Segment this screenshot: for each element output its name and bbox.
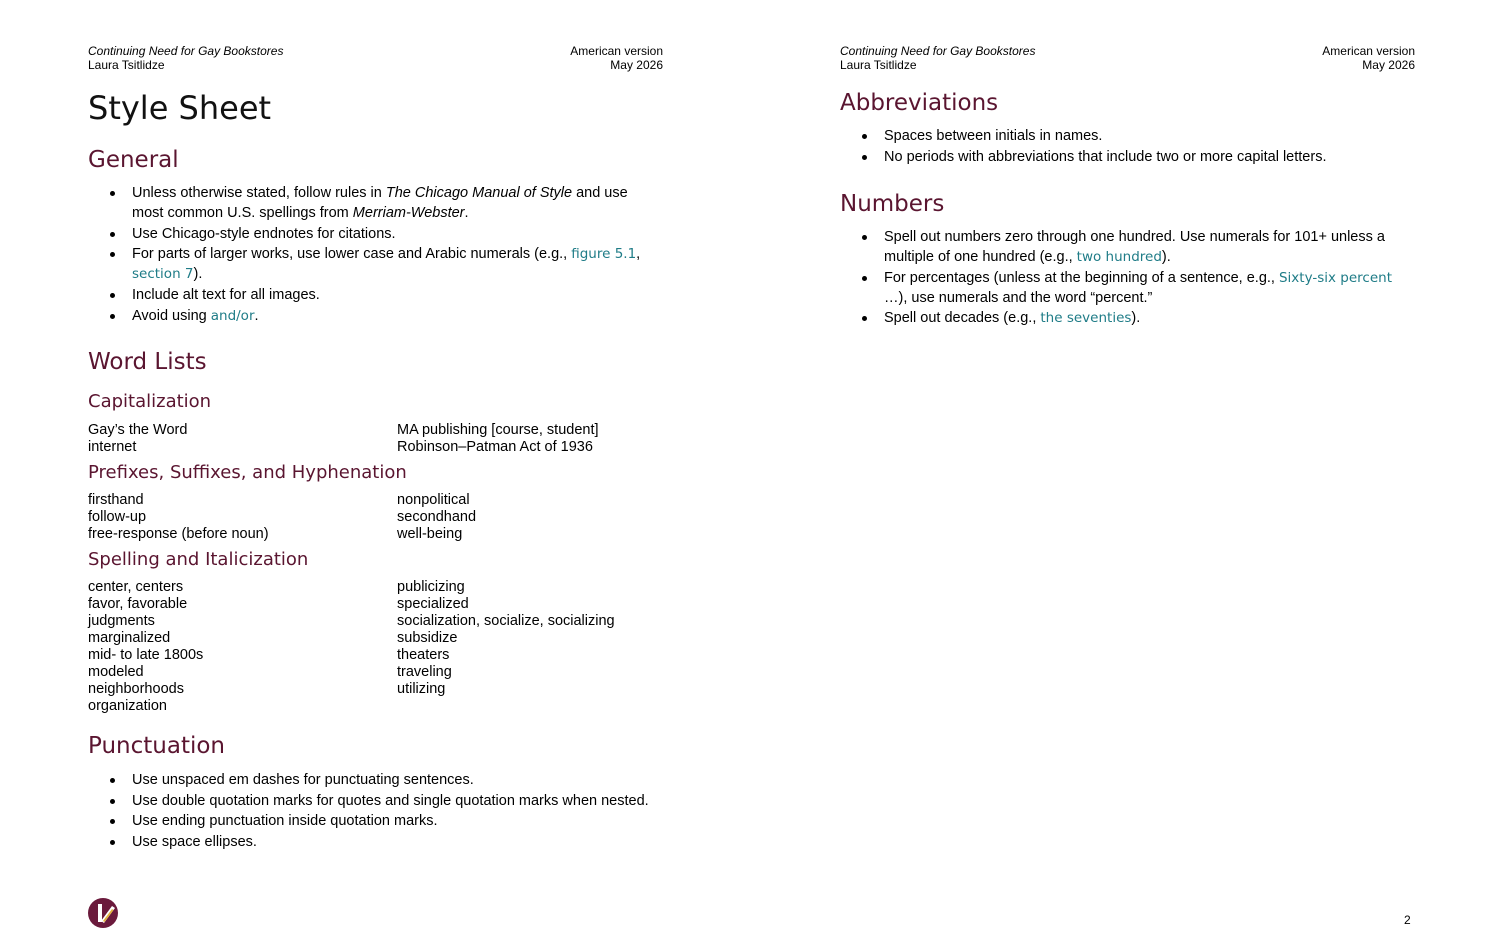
word-entry: socialization, socialize, socializing <box>397 613 615 629</box>
version-label: American version <box>570 44 663 58</box>
book-title: Continuing Need for Gay Bookstores <box>840 44 1036 58</box>
list-item: Use Chicago-style endnotes for citations. <box>88 224 663 244</box>
list-item: Spell out numbers zero through one hundred. Use numerals for 101+ unless a multiple of one hundred (e.g., two hundred). <box>840 227 1415 267</box>
word-entry: center, centers <box>88 579 184 595</box>
word-entry: publicizing <box>397 579 465 595</box>
word-entry: organization <box>88 698 167 714</box>
word-entry: neighborhoods <box>88 681 184 697</box>
abbreviations-list <box>840 126 1415 167</box>
example-text: two hundred <box>1076 249 1162 265</box>
book-title: Continuing Need for Gay Bookstores <box>88 44 284 58</box>
date-label: May 2026 <box>610 58 663 72</box>
example-text: figure 5.1 <box>571 246 637 263</box>
general-list <box>88 183 663 326</box>
word-column <box>88 579 203 715</box>
word-column <box>397 422 599 456</box>
punctuation-list <box>88 770 663 853</box>
version-label: American version <box>1322 44 1415 58</box>
word-column <box>88 422 187 456</box>
word-entry: theaters <box>397 647 450 663</box>
word-entry: internet <box>88 439 137 455</box>
list-item: Include alt text for all images. <box>88 285 663 305</box>
example-text: section 7 <box>132 266 194 283</box>
list-item: Use double quotation marks for quotes and single quotation marks when nested. <box>88 791 663 811</box>
word-column <box>88 492 269 543</box>
word-entry: mid- to late 1800s <box>88 647 204 663</box>
left-page <box>88 0 663 948</box>
right-page <box>840 0 1415 948</box>
list-item: For parts of larger works, use lower case and Arabic numerals (e.g., figure 5.1, section 7). <box>88 244 663 284</box>
word-entry: modeled <box>88 664 144 680</box>
list-item: Use unspaced em dashes for punctuating sentences. <box>88 770 663 790</box>
word-entry: Robinson–Patman Act of 1936 <box>397 439 593 455</box>
spelling-heading: Spelling and Italicization <box>88 549 309 570</box>
list-item: Avoid using and/or. <box>88 306 663 326</box>
list-item: Use space ellipses. <box>88 832 663 852</box>
list-item: No periods with abbreviations that include two or more capital letters. <box>840 147 1415 167</box>
list-item: Spaces between initials in names. <box>840 126 1415 146</box>
author-name: Laura Tsitlidze <box>88 58 165 72</box>
word-entry: Gay’s the Word <box>88 422 188 438</box>
word-entry: marginalized <box>88 630 171 646</box>
word-entry: judgments <box>88 613 155 629</box>
word-entry: utilizing <box>397 681 446 697</box>
date-label: May 2026 <box>1362 58 1415 72</box>
example-text: and/or <box>210 307 255 324</box>
word-entry: follow-up <box>88 509 147 525</box>
word-entry: MA publishing [course, student] <box>397 422 599 438</box>
word-entry: favor, favorable <box>88 596 188 612</box>
page-number: 2 <box>1404 913 1411 927</box>
word-entry: subsidize <box>397 630 458 646</box>
punctuation-heading: Punctuation <box>88 733 226 759</box>
capitalization-heading: Capitalization <box>88 391 212 412</box>
publisher-logo-icon <box>87 897 119 929</box>
word-lists-heading: Word Lists <box>88 349 207 375</box>
abbreviations-heading: Abbreviations <box>840 90 999 116</box>
word-entry: nonpolitical <box>397 492 470 508</box>
list-item: Spell out decades (e.g., the seventies). <box>840 308 1415 328</box>
author-name: Laura Tsitlidze <box>840 58 917 72</box>
prefixes-heading: Prefixes, Suffixes, and Hyphenation <box>88 462 407 483</box>
word-entry: specialized <box>397 596 469 612</box>
page-title: Style Sheet <box>88 89 272 127</box>
list-item: Use ending punctuation inside quotation marks. <box>88 811 663 831</box>
numbers-heading: Numbers <box>840 191 945 217</box>
word-entry: free-response (before noun) <box>88 526 269 542</box>
word-entry: firsthand <box>88 492 144 508</box>
word-entry: traveling <box>397 664 452 680</box>
list-item: For percentages (unless at the beginning of a sentence, e.g., Sixty-six percent …), use numerals and the word “percent.” <box>840 268 1415 308</box>
word-column <box>397 579 615 698</box>
numbers-list <box>840 227 1415 329</box>
word-entry: secondhand <box>397 509 477 525</box>
example-text: Sixty-six percent <box>1278 269 1392 286</box>
word-entry: well-being <box>397 526 463 542</box>
list-item: Unless otherwise stated, follow rules in The Chicago Manual of Style and use most common U.S. spellings from Merriam-Webster. <box>88 183 663 223</box>
word-column <box>397 492 476 543</box>
example-text: the seventies <box>1040 310 1132 327</box>
general-heading: General <box>88 147 179 173</box>
